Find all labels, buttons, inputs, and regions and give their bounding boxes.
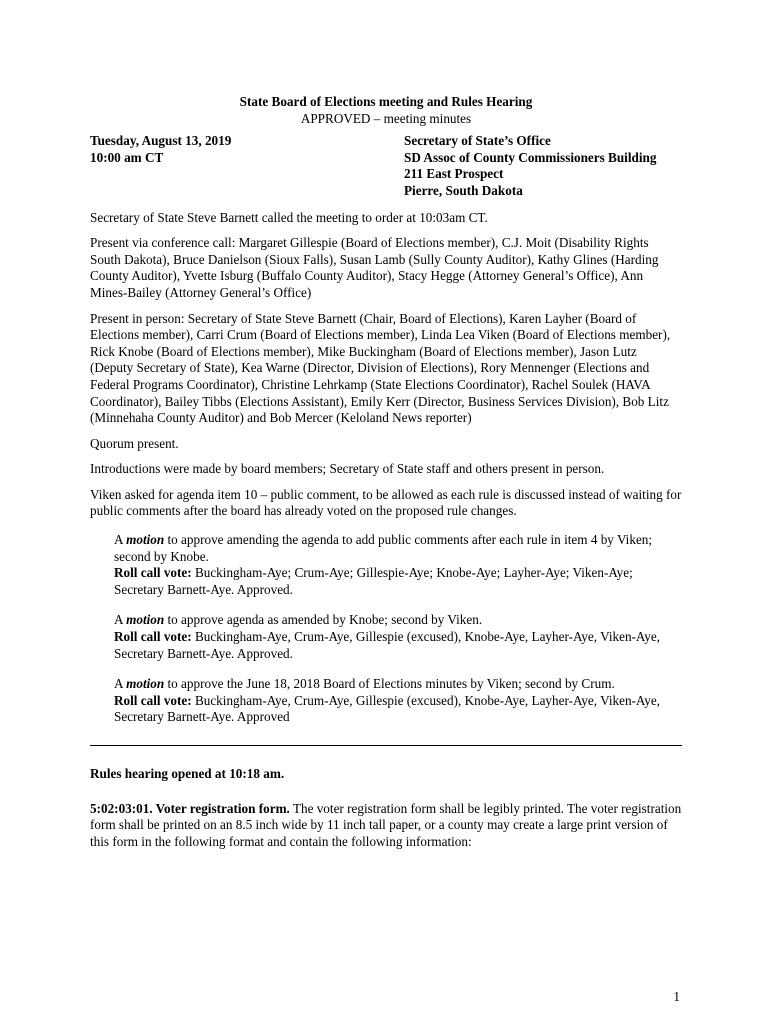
roll-call-text: Buckingham-Aye, Crum-Aye, Gillespie (excused), Knobe-Aye, Layher-Aye, Viken-Aye, Secretary Barnett-Aye. Approved. [114,629,660,661]
meeting-time: 10:00 am CT [90,149,164,165]
motion-article: A [114,612,127,628]
location-line: SD Assoc of County Commissioners Building [404,149,657,165]
quorum-paragraph: Quorum present. [90,435,179,451]
present-person-paragraph: Present in person: Secretary of State Steve Barnett (Chair, Board of Elections), Karen Layher (Board of Elections member), Carri Crum (Board of Elections member), Linda Lea Viken (Board of Elections member), Rick Knobe (Board of Elections member), Mike Buckingham (Board of Elections member), Jason Lutz (Deputy Secretary of State), Kea Warne (Director, Division of Elections), Rory Mennenger (Elections and Federal Programs Coordinator), Christine Lehrkamp (State Elections Coordinator), Rachel Soulek (HAVA Coordinator), Bailey Tibbs (Elections Assistant), Emily Kerr (Director, Business Services Division), Bob Litz (Minnehaha County Auditor) and Bob Mercer (Keloland News reporter) [90,310,671,426]
meeting-date: Tuesday, August 13, 2019 [90,133,232,149]
call-to-order-paragraph: Secretary of State Steve Barnett called the meeting to order at 10:03am CT. [90,209,488,225]
motion-block [114,676,682,726]
motion-text: to approve the June 18, 2018 Board of Elections minutes by Viken; second by Crum. [164,676,615,692]
meeting-datetime [90,133,400,199]
document-subtitle: APPROVED – meeting minutes [300,110,472,126]
motion-word: motion [126,532,165,548]
present-call-paragraph: Present via conference call: Margaret Gillespie (Board of Elections member), C.J. Moit (Disability Rights South Dakota), Bruce Danielson (Sioux Falls), Susan Lamb (Sully County Auditor), Kathy Glines (Harding County Auditor), Yvette Isburg (Buffalo County Auditor), Stacy Hegge (Attorney General’s Office), Ann Mines-Bailey (Attorney General’s Office) [90,235,659,300]
location-line: Secretary of State’s Office [404,133,551,149]
motion-word: motion [126,612,165,628]
motion-text: to approve amending the agenda to add public comments after each rule in item 4 by Viken; second by Knobe. [114,532,653,564]
location-line: 211 East Prospect [404,166,504,182]
motion-article: A [114,676,127,692]
motion-text: to approve agenda as amended by Knobe; second by Viken. [164,612,483,628]
roll-call-label: Roll call vote: [114,629,192,645]
rule-text: The voter registration form shall be legibly printed. The voter registration form shall be printed on an 8.5 inch wide by 11 inch tall paper, or a county may create a large print version of this form in the following format and contain the following information: [90,800,682,849]
roll-call-text: Buckingham-Aye, Crum-Aye, Gillespie (excused), Knobe-Aye, Layher-Aye, Viken-Aye, Secretary Barnett-Aye. Approved [114,692,660,725]
rules-hearing-heading: Rules hearing opened at 10:18 am. [90,766,285,781]
introductions-paragraph: Introductions were made by board members; Secretary of State staff and others present in person. [90,461,605,477]
section-divider [90,745,682,746]
roll-call-label: Roll call vote: [114,692,192,708]
rule-number: 5:02:03:01. Voter registration form. [90,800,290,816]
document-title: State Board of Elections meeting and Rules Hearing [239,94,533,109]
viken-request-paragraph: Viken asked for agenda item 10 – public comment, to be allowed as each rule is discussed instead of waiting for public comments after the board has already voted on the proposed rule changes. [90,486,682,519]
rule-paragraph [90,801,682,851]
motion-block [114,532,682,598]
roll-call-label: Roll call vote: [114,565,192,581]
roll-call-text: Buckingham-Aye; Crum-Aye; Gillespie-Aye; Knobe-Aye; Layher-Aye; Viken-Aye; Secretary Barnett-Aye. Approved. [114,565,633,597]
meeting-location [404,133,682,199]
motion-block [114,612,682,662]
motion-article: A [114,532,127,548]
page-number: 1 [673,989,680,1004]
location-line: Pierre, South Dakota [404,182,523,198]
motion-word: motion [126,676,165,692]
meeting-meta [90,133,682,199]
